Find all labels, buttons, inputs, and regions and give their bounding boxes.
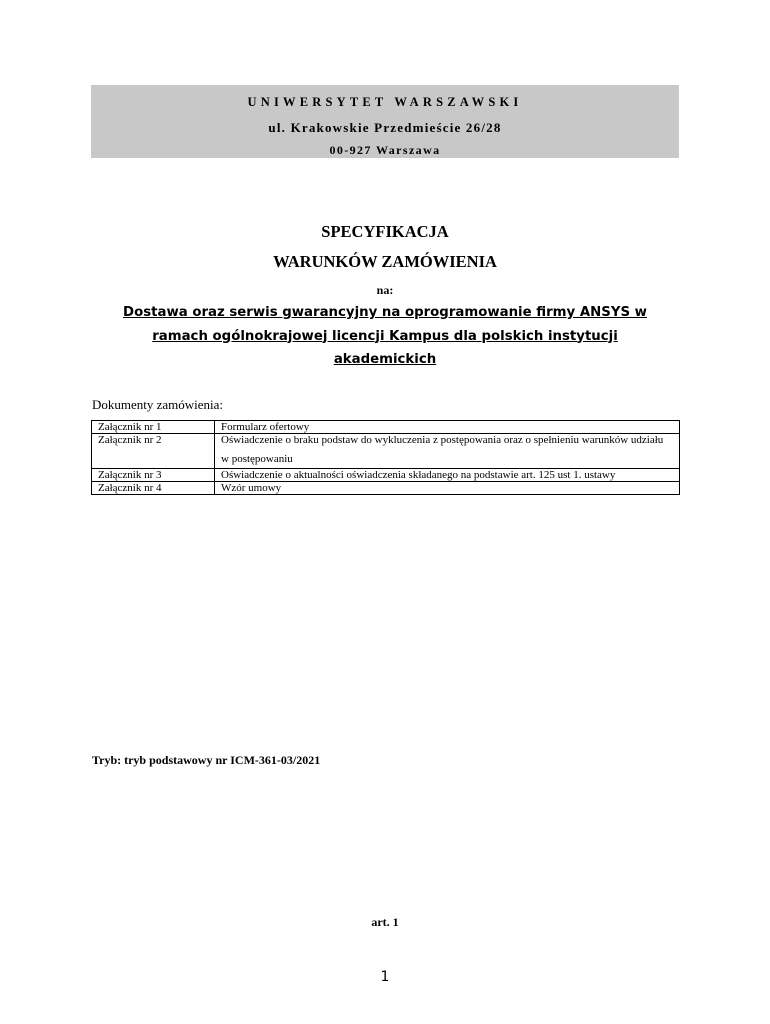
table-row bbox=[92, 469, 680, 482]
university-name: UNIWERSYTET WARSZAWSKI bbox=[247, 95, 523, 109]
attachment-name: Załącznik nr 4 bbox=[92, 482, 215, 495]
university-header bbox=[91, 85, 679, 158]
attachment-desc-cell bbox=[215, 434, 680, 469]
procurement-subject: Dostawa oraz serwis gwarancyjny na oprogramowanie firmy ANSYS w ramach ogólnokrajowej licencji Kampus dla polskich instytucji akademickich bbox=[123, 305, 647, 367]
university-city: 00-927 Warszawa bbox=[329, 143, 441, 157]
table-row bbox=[92, 434, 680, 469]
doc-title-line1: SPECYFIKACJA bbox=[321, 222, 449, 241]
table-row bbox=[92, 421, 680, 434]
attachment-desc: Oświadczenie o aktualności oświadczenia składanego na podstawie art. 125 ust 1. ustawy bbox=[215, 469, 680, 482]
attachment-desc: Formularz ofertowy bbox=[215, 421, 680, 434]
page-number: 1 bbox=[380, 969, 390, 985]
article-label: art. 1 bbox=[371, 915, 399, 929]
attachment-desc-continued: w postępowaniu bbox=[221, 453, 293, 465]
doc-title-na: na: bbox=[376, 283, 394, 297]
attachment-name: Załącznik nr 1 bbox=[92, 421, 215, 434]
attachments-table bbox=[91, 420, 680, 495]
table-row bbox=[92, 482, 680, 495]
attachment-name: Załącznik nr 3 bbox=[92, 469, 215, 482]
attachment-name: Załącznik nr 2 bbox=[92, 434, 215, 469]
procurement-mode: Tryb: tryb podstawowy nr ICM-361-03/2021 bbox=[92, 753, 321, 767]
doc-title-line2: WARUNKÓW ZAMÓWIENIA bbox=[273, 252, 497, 271]
attachment-desc: Wzór umowy bbox=[215, 482, 680, 495]
documents-label: Dokumenty zamówienia: bbox=[92, 397, 224, 412]
attachment-desc: Oświadczenie o braku podstaw do wykluczenia z postępowania oraz o spełnieniu warunków udziału bbox=[221, 434, 664, 446]
university-street: ul. Krakowskie Przedmieście 26/28 bbox=[268, 120, 502, 135]
